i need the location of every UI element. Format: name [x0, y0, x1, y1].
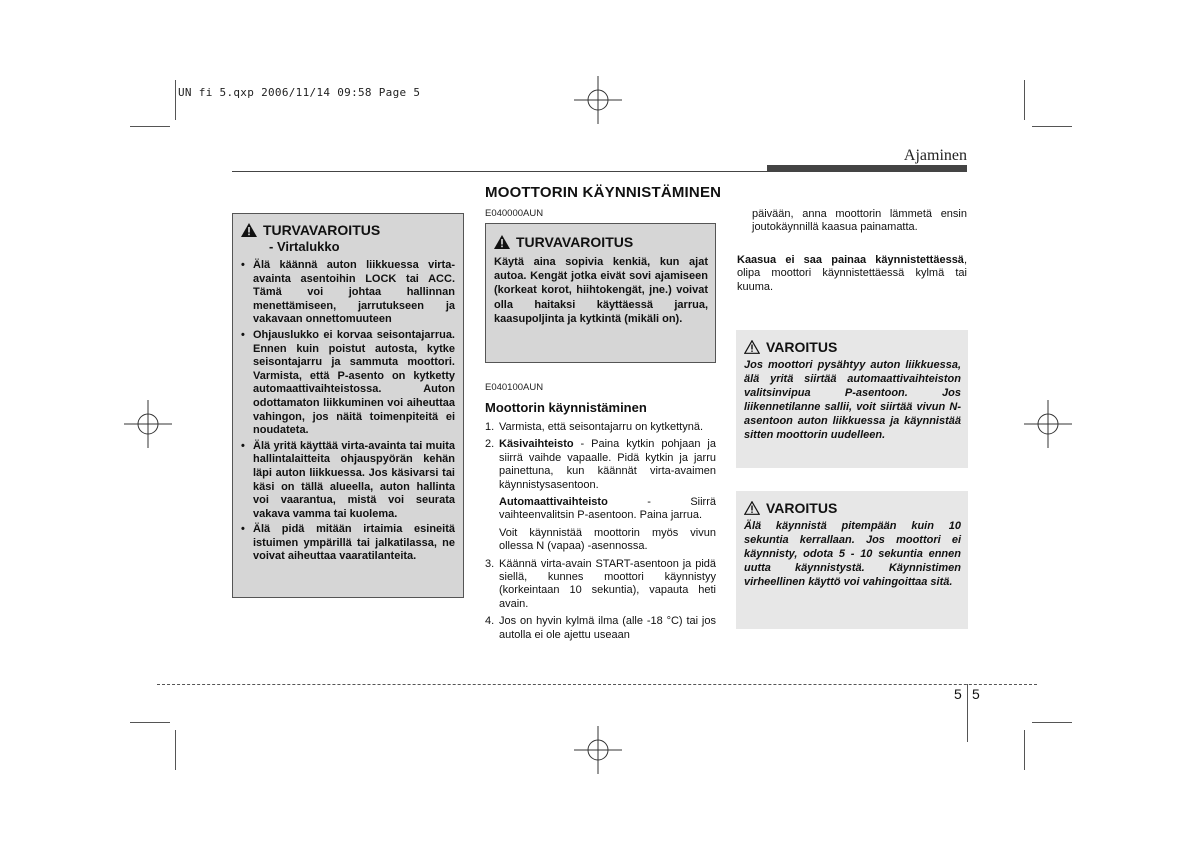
- crop-mark: [130, 722, 170, 723]
- step-bold-lead: Automaattivaihteisto: [499, 496, 608, 509]
- caution-box-2: [736, 491, 968, 629]
- crop-mark: [1032, 126, 1072, 127]
- main-heading: MOOTTORIN KÄYNNISTÄMINEN: [485, 184, 722, 201]
- left-warning-title-row: [241, 222, 455, 238]
- section-code: E040100AUN: [485, 382, 544, 393]
- caution-title: VAROITUS: [766, 339, 838, 355]
- caution-box-1: [736, 330, 968, 468]
- section-title: Ajaminen: [903, 147, 967, 164]
- subheading: Moottorin käynnistäminen: [485, 400, 647, 415]
- header-bar: [767, 165, 967, 172]
- left-warning-subtitle: - Virtalukko: [269, 239, 340, 254]
- caution-title: VAROITUS: [766, 500, 838, 516]
- crop-mark: [130, 126, 170, 127]
- gas-pedal-note: [737, 254, 967, 294]
- warning-triangle-icon: [494, 235, 510, 249]
- caution-triangle-icon: [744, 501, 760, 515]
- step-text: Käännä virta-avain START-asentoon ja pidä siellä, kunnes moottori käynnistyy (korkeintaan 10 sekuntia), vapauta heti avain.: [499, 557, 716, 610]
- step-number: 4.: [485, 615, 495, 628]
- registration-mark-icon: [124, 400, 172, 448]
- middle-warning-title: TURVAVAROITUS: [516, 234, 634, 250]
- middle-warning-text: Käytä aina sopivia kenkiä, kun ajat autoa. Kengät jotka eivät sovi ajamiseen (korkeat korot, hiihtokengät, jne.) voivat olla haitaksi käyttäessä jarrua, kaasupoljinta ja kytkintä (mikäli on).: [494, 256, 708, 325]
- caution-text: Jos moottori pysähtyy auton liikkuessa, älä yritä siirtää automaattivaihteiston valitsinvipua P-asentoon. Jos liikennetilanne sallii, voit siirtää vivun N-asentoon auton liikkuessa ja käynnistää sitten moottorin uudelleen.: [744, 359, 961, 441]
- left-warning-bullets: [241, 259, 455, 564]
- steps-container: [485, 421, 716, 646]
- step-number: 1.: [485, 421, 495, 433]
- list-item: • Älä pidä mitään irtaimia esineitä istuimen ympärillä tai jalkatilassa, ne voivat aiheuttaa vaaratilanteita.: [241, 523, 455, 564]
- list-item: [485, 421, 716, 434]
- registration-mark-icon: [574, 76, 622, 124]
- start-steps-list: [485, 421, 716, 642]
- list-item: • Älä yritä käyttää virta-avainta tai muita hallintalaitteita ohjauspyörän kehän läpi auton liikkuessa. Jos käsivarsi tai käsi on tällä alueella, auton hallinta voi vaarantua, mistä voi seurata vakava vamma tai kuolema.: [241, 440, 455, 522]
- list-item: [485, 438, 716, 492]
- step-text: Voit käynnistää moottorin myös vivun ollessa N (vapaa) -asennossa.: [499, 526, 716, 553]
- page-number-separator: [967, 684, 968, 742]
- step-text: Jos on hyvin kylmä ilma (alle -18 °C) tai jos autolla ei ole ajettu useaan: [499, 615, 716, 641]
- registration-mark-icon: [574, 726, 622, 774]
- warning-triangle-icon: [241, 223, 257, 237]
- crop-mark: [175, 80, 176, 120]
- list-item: [485, 527, 716, 554]
- gas-note-text: , olipa moottori käynnistettäessä kylmä tai kuuma.: [737, 254, 967, 293]
- list-item: [485, 496, 716, 523]
- footer-dotted-rule: [157, 684, 1037, 685]
- step-number: 2.: [485, 438, 495, 451]
- crop-mark: [1024, 730, 1025, 770]
- list-item: [485, 615, 716, 642]
- caution-text: Älä käynnistä pitempään kuin 10 sekuntia kerrallaan. Jos moottori ei käynnisty, odota 5 - 10 sekuntia ennen uutta käynnistystä. Käynnistimen virheellinen käyttö voi vahingoittaa sitä.: [744, 520, 961, 588]
- caution-title-row: [744, 339, 961, 355]
- left-warning-title: TURVAVAROITUS: [263, 222, 381, 238]
- middle-warning-title-row: [494, 234, 708, 250]
- crop-mark: [1032, 722, 1072, 723]
- list-item: • Ohjauslukko ei korvaa seisontajarrua. Ennen kuin poistut autosta, kytke seisontajarru ja sammuta moottori. Varmista, että P-asento on kytketty automaattivaihteistossa. Auton odottamaton liikkuminen voi aiheuttaa vahingon, jos näitä toimenpiteitä ei noudateta.: [241, 329, 455, 438]
- crop-mark: [175, 730, 176, 770]
- print-header: UN fi 5.qxp 2006/11/14 09:58 Page 5: [178, 86, 421, 99]
- list-item: [485, 558, 716, 612]
- caution-triangle-icon: [744, 340, 760, 354]
- continuation-text: päivään, anna moottorin lämmetä ensin joutokäynnillä kaasua painamatta.: [752, 208, 967, 234]
- step-text: - Siirrä vaihteenvalitsin P-asentoon. Paina jarrua.: [499, 496, 716, 522]
- step-text: - Paina kytkin pohjaan ja siirrä vaihde vapaalle. Pidä kytkin ja jarru painettuna, kun käännät virta-avaimen käynnistysasentoon.: [499, 438, 716, 491]
- step-number: 3.: [485, 557, 495, 570]
- registration-mark-icon: [1024, 400, 1072, 448]
- page-number: 5: [972, 686, 980, 702]
- step-bold-lead: Käsivaihteisto: [499, 438, 574, 451]
- step-text: Varmista, että seisontajarru on kytkettynä.: [499, 421, 703, 433]
- left-safety-warning-box: [232, 213, 464, 598]
- list-item: • Älä käännä auton liikkuessa virta-avainta asentoihin LOCK tai ACC. Tämä voi johtaa hallinnan menettämiseen, jarrutukseen ja vakavaan onnettomuuteen: [241, 259, 455, 327]
- gas-note-bold: Kaasua ei saa painaa käynnistettäessä: [737, 254, 964, 266]
- middle-safety-warning-box: [485, 223, 716, 363]
- caution-title-row: [744, 500, 961, 516]
- section-code: E040000AUN: [485, 208, 544, 219]
- crop-mark: [1024, 80, 1025, 120]
- chapter-number: 5: [954, 686, 962, 702]
